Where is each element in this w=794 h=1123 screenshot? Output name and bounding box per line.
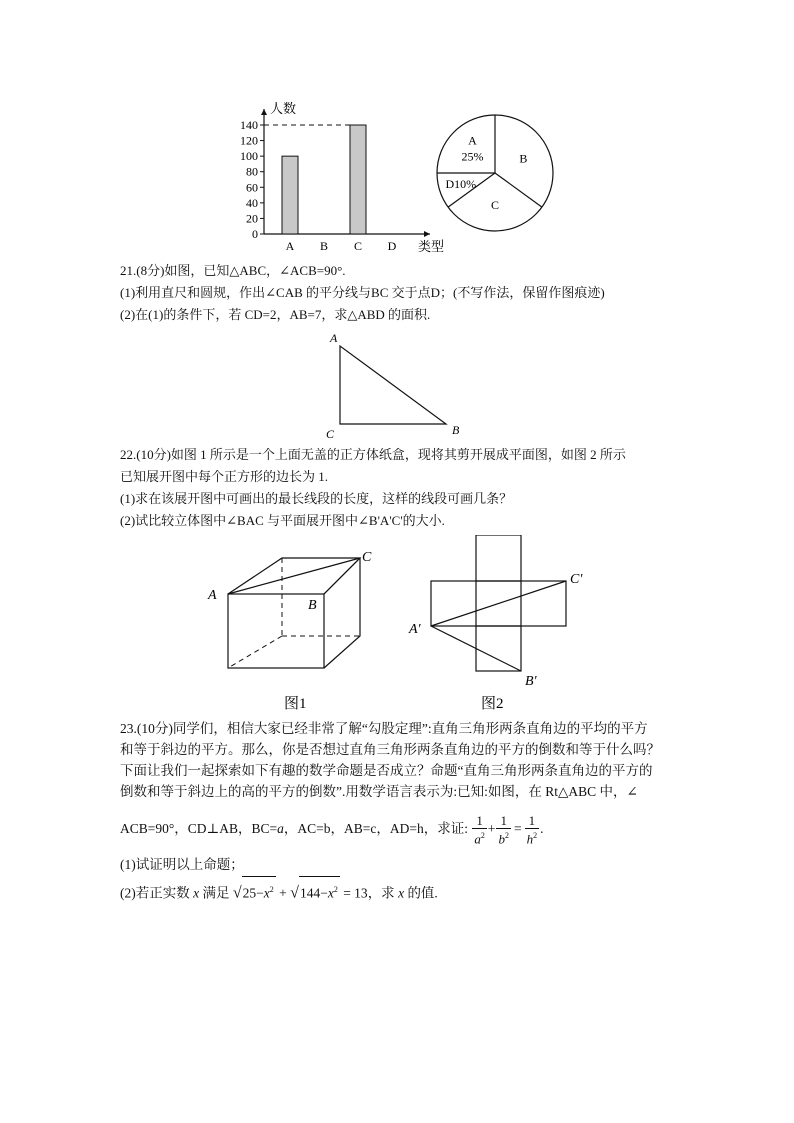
pie-label-a: A <box>468 133 477 148</box>
cube-label-c: C <box>362 550 372 565</box>
q23-line5: ACB=90°，CD⊥AB，BC=a，AC=b，AB=c，AD=h，求证: $\frac{1}{a^2}$ + $\frac{1}{b^2}$ = $\frac{1}{h^2}$ . <box>120 812 544 847</box>
radical-144: $144-x^2$ <box>299 876 340 907</box>
frac-1-over-h2: $\frac{1}{h^2}$ <box>526 812 538 847</box>
pie-chart <box>430 110 560 240</box>
y-tick-label: 40 <box>246 195 258 210</box>
q23-line5-mid: ，AC=b，AB=c，AD=h，求证: <box>283 821 468 836</box>
q22-cube-figure <box>200 540 390 715</box>
category-label: C <box>353 239 363 253</box>
q23-block <box>120 718 680 802</box>
fig1-caption: 图1 <box>284 696 307 712</box>
plus-sign: + <box>487 821 496 836</box>
y-tick-label: 60 <box>246 180 258 195</box>
cube-label-a: A <box>208 588 217 603</box>
pie-label-b: B <box>519 151 528 166</box>
net-label-a: A′ <box>409 622 421 637</box>
q21-triangle-figure <box>320 328 470 443</box>
segment-a-c <box>431 581 566 626</box>
equals-sign: = <box>513 821 522 836</box>
bar-c <box>350 125 366 234</box>
y-tick-label: 80 <box>246 164 258 179</box>
q21-part1: (1)利用直尺和圆规，作出∠CAB 的平分线与BC 交于点D；(不写作法，保留作图痕迹) <box>120 285 605 300</box>
pie-label-d: D10% <box>445 177 477 192</box>
y-tick-label: 0 <box>252 227 258 241</box>
y-axis-arrow <box>261 109 267 115</box>
frac-1-over-b2: $\frac{1}{b^2}$ <box>498 812 509 847</box>
x-axis-label: 类型 <box>418 239 445 254</box>
y-tick-label: 20 <box>246 211 258 226</box>
vertex-label-c: C <box>326 427 335 441</box>
q23-line4: 倒数和等于斜边上的高的平方的倒数”.用数学语言表示为:已知:如图，在 Rt△ABC 中，∠ <box>120 784 638 799</box>
frac-1-over-a2: $\frac{1}{a^2}$ <box>474 812 485 847</box>
category-label: D <box>387 239 397 253</box>
q21-part2: (2)在(1)的条件下，若 CD=2，AB=7，求△ABD 的面积. <box>120 307 431 322</box>
q23-var-a: a <box>277 821 284 836</box>
vertex-label-a: A <box>330 331 338 345</box>
q22-net-figure <box>405 535 605 715</box>
q23-part2: (2)若正实数 x 满足 $√25-x^2 + √144-x^2 = 13$，求 x 的值. <box>120 876 438 907</box>
q23-line5-pre: ACB=90°，CD⊥AB，BC= <box>120 821 278 836</box>
bar-a <box>282 156 298 234</box>
net-label-b: B′ <box>525 674 537 689</box>
q23-line3: 下面让我们一起探索如下有趣的数学命题是否成立？命题“直角三角形两条直角边的平方的 <box>120 763 653 778</box>
category-label: B <box>319 239 329 253</box>
q23-line1: 23.(10分)同学们，相信大家已经非常了解“勾股定理”:直角三角形两条直角边的平均的平方 <box>120 721 648 736</box>
q23-part1: (1)试证明以上命题； <box>120 857 244 872</box>
y-axis-label: 人数 <box>270 101 297 116</box>
y-tick-label: 140 <box>240 118 258 132</box>
q22-line2: 已知展开图中每个正方形的边长为 1. <box>120 469 329 484</box>
q22-part2: (2)试比较立体图中∠BAC 与平面展开图中∠B'A'C'的大小. <box>120 513 445 528</box>
fig2-caption: 图2 <box>481 696 504 712</box>
diagonal-ac <box>228 558 360 594</box>
q23-line2: 和等于斜边的平方。那么，你是否想过直角三角形两条直角边的平方的倒数和等于什么吗？ <box>120 742 660 757</box>
radical-25: $25-x^2$ <box>242 876 276 907</box>
q21-title: 21.(8分)如图，已知△ABC，∠ACB=90°. <box>120 263 346 278</box>
vertex-label-b: B <box>452 423 460 437</box>
cube-label-b: B <box>308 598 317 613</box>
q22-title: 22.(10分)如图 1 所示是一个上面无盖的正方体纸盒，现将其剪开展成平面图，如图 2 所示 <box>120 447 626 462</box>
category-label: A <box>285 239 295 253</box>
y-tick-label: 120 <box>240 133 258 148</box>
q22-part1: (1)求在该展开图中可画出的最长线段的长度，这样的线段可画几条？ <box>120 491 513 506</box>
net-label-c: C′ <box>570 572 583 587</box>
bar-chart <box>230 95 460 255</box>
triangle-abc <box>340 346 446 424</box>
pie-label-c: C <box>490 197 500 212</box>
pie-percent-a: 25% <box>461 149 484 164</box>
y-tick-label: 100 <box>240 149 258 164</box>
